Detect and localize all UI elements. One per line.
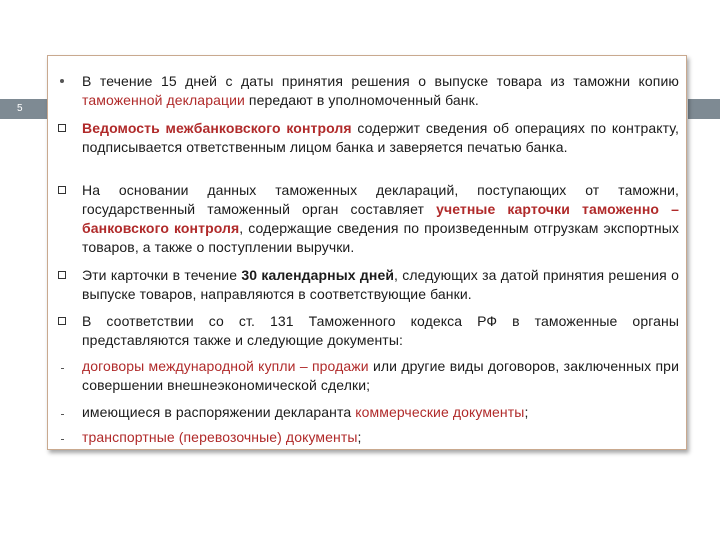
text-run: На основании данных таможенных деклараций, поступающих от таможни, государственный таможенный орган составляет — [82, 182, 679, 217]
content-panel — [47, 55, 687, 450]
text-run: В соответствии со ст. 131 Таможенного кодекса РФ в таможенные органы представляются также и следующие документы: — [82, 313, 679, 348]
text-run: В течение 15 дней с даты принятия решения о выпуске товара из таможни копию — [82, 73, 679, 89]
item-text — [82, 181, 679, 257]
item-text — [82, 266, 679, 304]
highlighted-text: договоры международной купли – продажи — [82, 358, 369, 374]
square-bullet-icon — [57, 270, 67, 280]
square-bullet-icon — [57, 123, 67, 133]
slide-number: 5 — [17, 103, 23, 114]
text-run: , следующих за датой принятия решения о выпуске товаров, направляются в соответствующие банки. — [82, 267, 679, 302]
highlighted-text: Ведомость межбанковского контроля — [82, 120, 352, 136]
dash-bullet-icon — [57, 361, 67, 371]
item-text — [82, 403, 679, 422]
square-bullet-icon — [57, 316, 67, 326]
header-bar-left — [0, 99, 48, 119]
dash-bullet-icon — [57, 432, 67, 442]
dash-bullet-icon — [57, 407, 67, 417]
item-text — [82, 312, 679, 350]
header-bar-right — [688, 99, 720, 119]
text-run: содержит сведения об операциях по контракту, подписывается ответственным лицом банка и заверяется печатью банка. — [82, 120, 679, 155]
dot-bullet-icon — [57, 76, 67, 86]
text-run: Эти карточки в течение — [82, 267, 242, 283]
highlighted-text: таможенной декларации — [82, 92, 245, 108]
text-run: ; — [357, 429, 362, 445]
highlighted-text: транспортные (перевозочные) документы — [82, 429, 358, 445]
item-text — [82, 357, 679, 395]
item-text — [82, 72, 679, 110]
square-bullet-icon — [57, 185, 67, 195]
text-run: передают в уполномоченный банк. — [244, 92, 479, 108]
text-run: или другие виды договоров, заключенных при совершении внешнеэкономической сделки; — [82, 358, 679, 393]
text-run: , содержащие сведения по произведенным отгрузкам экспортных товаров, а также о поступлении выручки. — [82, 220, 679, 255]
item-text — [82, 119, 679, 157]
text-run: имеющиеся в распоряжении декларанта — [82, 404, 356, 420]
highlighted-text: учетные карточки таможенно – банковского контроля — [82, 201, 679, 236]
highlighted-text: 30 календарных дней — [241, 267, 395, 283]
item-text — [82, 428, 679, 447]
text-run: ; — [524, 404, 529, 420]
highlighted-text: коммерческие документы — [355, 404, 525, 420]
